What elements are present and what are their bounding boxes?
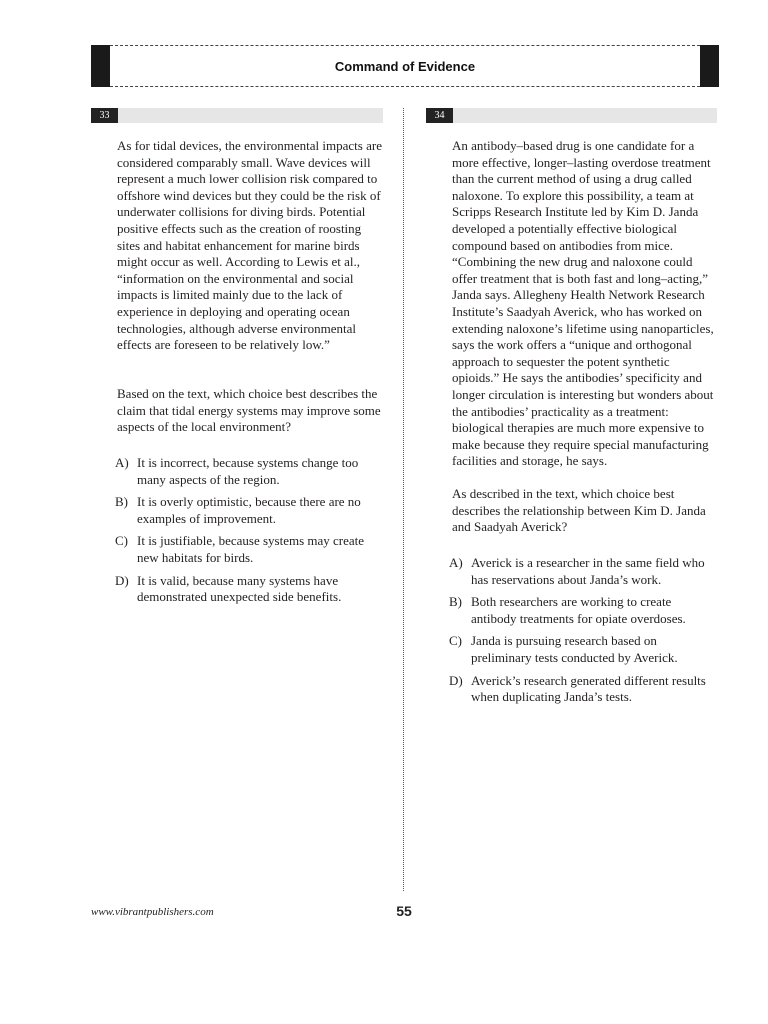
header-left-bar xyxy=(91,45,110,87)
question-33-passage: As for tidal devices, the environmental impacts are considered comparably small. Wave devices will represent a much lower collision risk compared to offshore wind devices but they could be the risk of underwater collisions for diving birds. Potential positive effects such as the creation of roosting sites and habitat enhancement for marine birds might occur as well. According to Lewis et al., “information on the environmental and social impacts is limited mainly due to the lack of experience in deploying and operating ocean technologies, although adverse environmental effects are foreseen to be relatively low.” xyxy=(117,138,382,353)
choice-letter: A) xyxy=(449,555,463,570)
choice-letter: C) xyxy=(449,633,462,649)
choice-letter: B) xyxy=(115,494,128,510)
question-33-choices xyxy=(115,455,383,612)
choice-letter: A) xyxy=(115,455,129,470)
column-divider xyxy=(403,108,404,891)
answer-choice-b[interactable] xyxy=(449,594,719,627)
header-title-box xyxy=(110,45,700,87)
question-33-header xyxy=(91,108,383,123)
choice-letter: D) xyxy=(449,672,463,688)
choice-text: It is justifiable, because systems may create new habitats for birds. xyxy=(137,533,365,565)
choice-text: It is valid, because many systems have demonstrated unexpected side benefits. xyxy=(137,572,342,605)
question-34-header xyxy=(426,108,717,123)
answer-choice-a[interactable] xyxy=(449,555,719,588)
choice-letter: B) xyxy=(449,594,462,610)
question-34-prompt: As described in the text, which choice best describes the relationship between Kim D. Janda and Saadyah Averick? xyxy=(452,486,706,535)
choice-text: It is incorrect, because systems change too many aspects of the region. xyxy=(137,455,359,487)
answer-choice-b[interactable] xyxy=(115,494,383,527)
question-34-choices xyxy=(449,555,719,712)
answer-choice-c[interactable] xyxy=(449,633,719,666)
choice-text: Averick’s research generated different results when duplicating Janda’s tests. xyxy=(471,672,706,705)
header-right-bar xyxy=(700,45,719,87)
answer-choice-d[interactable] xyxy=(449,673,719,706)
choice-text: Both researchers are working to create antibody treatments for opiate overdoses. xyxy=(471,594,686,626)
answer-choice-a[interactable] xyxy=(115,455,383,488)
section-header xyxy=(91,45,719,87)
question-33-prompt: Based on the text, which choice best describes the claim that tidal energy systems may improve some aspects of the local environment? xyxy=(117,386,381,435)
question-number-badge: 34 xyxy=(426,108,453,123)
choice-letter: D) xyxy=(115,572,129,588)
question-34-passage: An antibody–based drug is one candidate for a more effective, longer–lasting overdose treatment than the current method of using a drug called naloxone. To explore this possibility, a team at Scripps Research Institute led by Kim D. Janda developed a potentially effective biological compound based on antibodies from mice. “Combining the new drug and naloxone could offer treatment that is both fast and long–acting,” Janda says. Allegheny Health Network Research Institute’s Saadyah Averick, who has worked on extending naloxone’s lifetime using nanoparticles, says the work offers a “unique and orthogonal approach to sequester the potent synthetic opioids.” He says the antibodies’ specificity and longer circulation is interesting but wonders about the antibodies’ practicality as a treatment: biological therapies are much more expensive to make because they require special manufacturing facilities and storage, he says. xyxy=(452,138,714,469)
choice-text: Janda is pursuing research based on preliminary tests conducted by Averick. xyxy=(471,633,678,665)
publisher-url: www.vibrantpublishers.com xyxy=(91,906,214,918)
choice-letter: C) xyxy=(115,533,128,549)
question-number-badge: 33 xyxy=(91,108,118,123)
choice-text: Averick is a researcher in the same field who has reservations about Janda’s work. xyxy=(471,555,705,587)
choice-text: It is overly optimistic, because there are no examples of improvement. xyxy=(137,494,361,526)
answer-choice-d[interactable] xyxy=(115,573,383,606)
page-number: 55 xyxy=(396,903,412,919)
answer-choice-c[interactable] xyxy=(115,533,383,566)
section-title: Command of Evidence xyxy=(334,59,476,74)
